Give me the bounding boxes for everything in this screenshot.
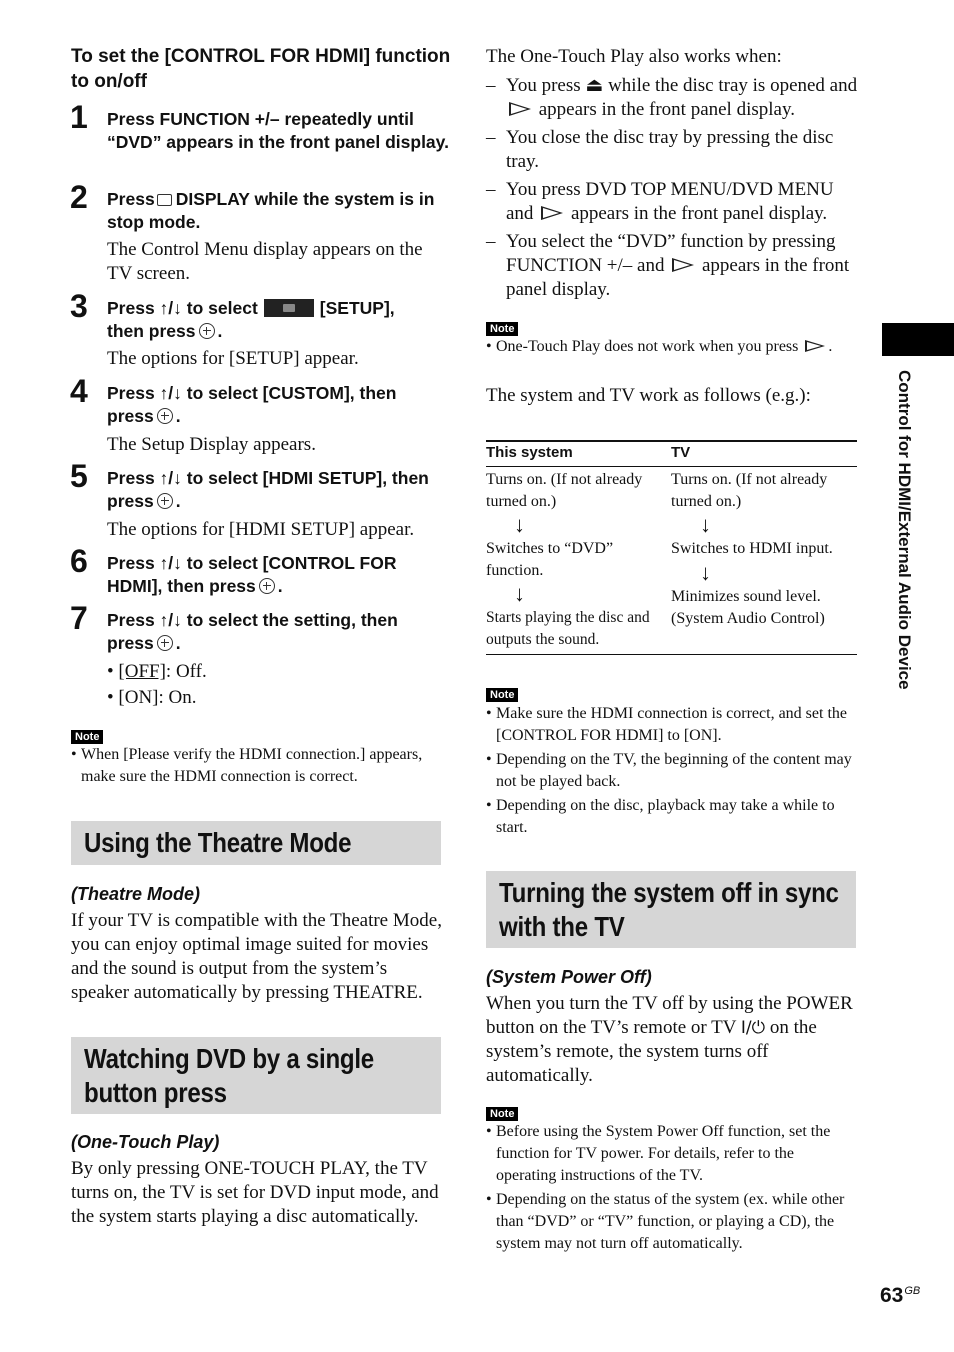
bullet-item: – You press DVD TOP MENU/DVD MENU and appears in the front panel display. [486,179,834,224]
step-number: 5 [70,458,88,494]
bullet-item: – You close the disc tray by pressing the disc tray. [486,127,834,172]
note-badge: Note [486,1104,518,1122]
table-bottom-rule [486,654,857,655]
note-badge: Note [486,685,518,703]
note-item: • One-Touch Play does not work when you press . [486,338,833,355]
enter-button-icon [157,493,173,509]
flow-arrow: ↓ [514,512,525,537]
chapter-tab [882,323,954,356]
note-item: • Before using the System Power Off function, set the function for TV power. For details, refer to the operating instructions of the TV. [486,1123,831,1184]
step-number: 7 [70,600,88,636]
one-touch-body: By only pressing ONE-TOUCH PLAY, the TV turns on, the TV is set for DVD input mode, and the system starts playing a disc automatically. [71,1158,439,1227]
section-heading-one-touch: Watching DVD by a single button press [71,1037,441,1114]
flow-arrow: ↓ [700,512,711,537]
theatre-body: If your TV is compatible with the Theatre Mode, you can enjoy optimal image suited for movies and the sound is output from the system’s speaker automatically by pressing THEATRE. [71,910,442,1003]
table-header-system: This system [486,444,573,461]
theatre-subtitle: (Theatre Mode) [71,884,201,904]
play-icon [672,258,694,272]
page-number: $63^{GB}$ [880,1284,921,1307]
step-text: Press ↑/↓ to select [CUSTOM], then press . [107,383,397,426]
chapter-side-label: Control for HDMI/External Audio Device [895,370,914,690]
step-text: Press ↑/↓ to select [CONTROL FOR HDMI], then press . [107,553,397,596]
display-button-icon [157,194,172,206]
note-list [486,703,858,839]
setup-toolbox-icon [264,299,314,317]
step-description: The Control Menu display appears on the TV screen. [107,239,423,284]
one-touch-subtitle: (One-Touch Play) [71,1132,220,1152]
table-header-tv: TV [671,444,691,461]
power-off-subtitle: (System Power Off) [486,967,652,987]
enter-button-icon [157,635,173,651]
table-cell: Minimizes sound level. (System Audio Control) [671,588,825,627]
power-icon: I/⏻ [740,1018,766,1038]
step-text: Press ↑/↓ to select [SETUP], then press . [107,298,395,341]
option-off: • [OFF]: Off. [107,661,207,682]
step-text: Press FUNCTION +/– repeatedly until “DVD” appears in the front panel display. [107,109,449,152]
step-text: Press DISPLAY while the system is in stop mode. [107,189,435,232]
enter-button-icon [199,323,215,339]
bullet-item: – You select the “DVD” function by pressing FUNCTION +/– and appears in the front panel display. [486,231,850,300]
section-subheading: To set the [CONTROL FOR HDMI] function to on/off [71,46,451,92]
step-description: The options for [HDMI SETUP] appear. [107,519,415,540]
step-number: 3 [70,288,88,324]
note-item: • Make sure the HDMI connection is correct, and set the [CONTROL FOR HDMI] to [ON]. [486,705,847,744]
one-touch-intro: The One-Touch Play also works when: [486,46,782,67]
note-item: • When [Please verify the HDMI connection.] appears, make sure the HDMI connection is correct. [71,746,423,785]
enter-button-icon [157,408,173,424]
bullet-item: – You press ⏏ while the disc tray is opened and appears in the front panel display. [486,75,858,120]
note-item: • Depending on the status of the system (ex. while other than “DVD” or “TV” function, or playing a CD), the system may not turn off automatically. [486,1191,845,1252]
flow-arrow: ↓ [514,581,525,606]
note-item: • Depending on the disc, playback may take a while to start. [486,797,835,836]
step-number: 6 [70,543,88,579]
flow-arrow: ↓ [700,560,711,585]
step-number: 1 [70,99,88,135]
play-icon [541,206,563,220]
step-number: 2 [70,179,88,215]
table-cell: Switches to HDMI input. [671,540,833,557]
note-badge: Note [486,319,518,337]
step-number: 4 [70,373,88,409]
play-icon [509,102,531,116]
note-badge: Note [71,727,103,745]
step-text: Press ↑/↓ to select [HDMI SETUP], then press . [107,468,429,511]
step-description: The options for [SETUP] appear. [107,348,359,369]
play-icon [805,340,825,352]
enter-button-icon [259,578,275,594]
step-description: The Setup Display appears. [107,434,316,455]
section-heading-power-off: Turning the system off in sync with the TV [486,871,856,948]
eject-icon: ⏏ [585,75,604,96]
table-cell: Starts playing the disc and outputs the sound. [486,609,650,648]
table-top-rule [486,440,857,442]
step-text: Press ↑/↓ to select the setting, then press . [107,610,398,653]
option-on: • [ON]: On. [107,687,197,708]
table-cell: Turns on. (If not already turned on.) [486,471,643,510]
power-off-body: When you turn the TV off by using the POWER button on the TV’s remote or TV I/⏻ on the system’s remote, the system turns off automatically. [486,993,853,1086]
note-item: • Depending on the TV, the beginning of the content may not be played back. [486,751,852,790]
section-heading-theatre: Using the Theatre Mode [71,821,441,865]
table-cell: Turns on. (If not already turned on.) [671,471,828,510]
table-cell: Switches to “DVD” function. [486,540,614,579]
note-list [486,1121,858,1255]
table-intro: The system and TV work as follows (e.g.): [486,385,811,406]
table-header-rule [486,466,857,467]
